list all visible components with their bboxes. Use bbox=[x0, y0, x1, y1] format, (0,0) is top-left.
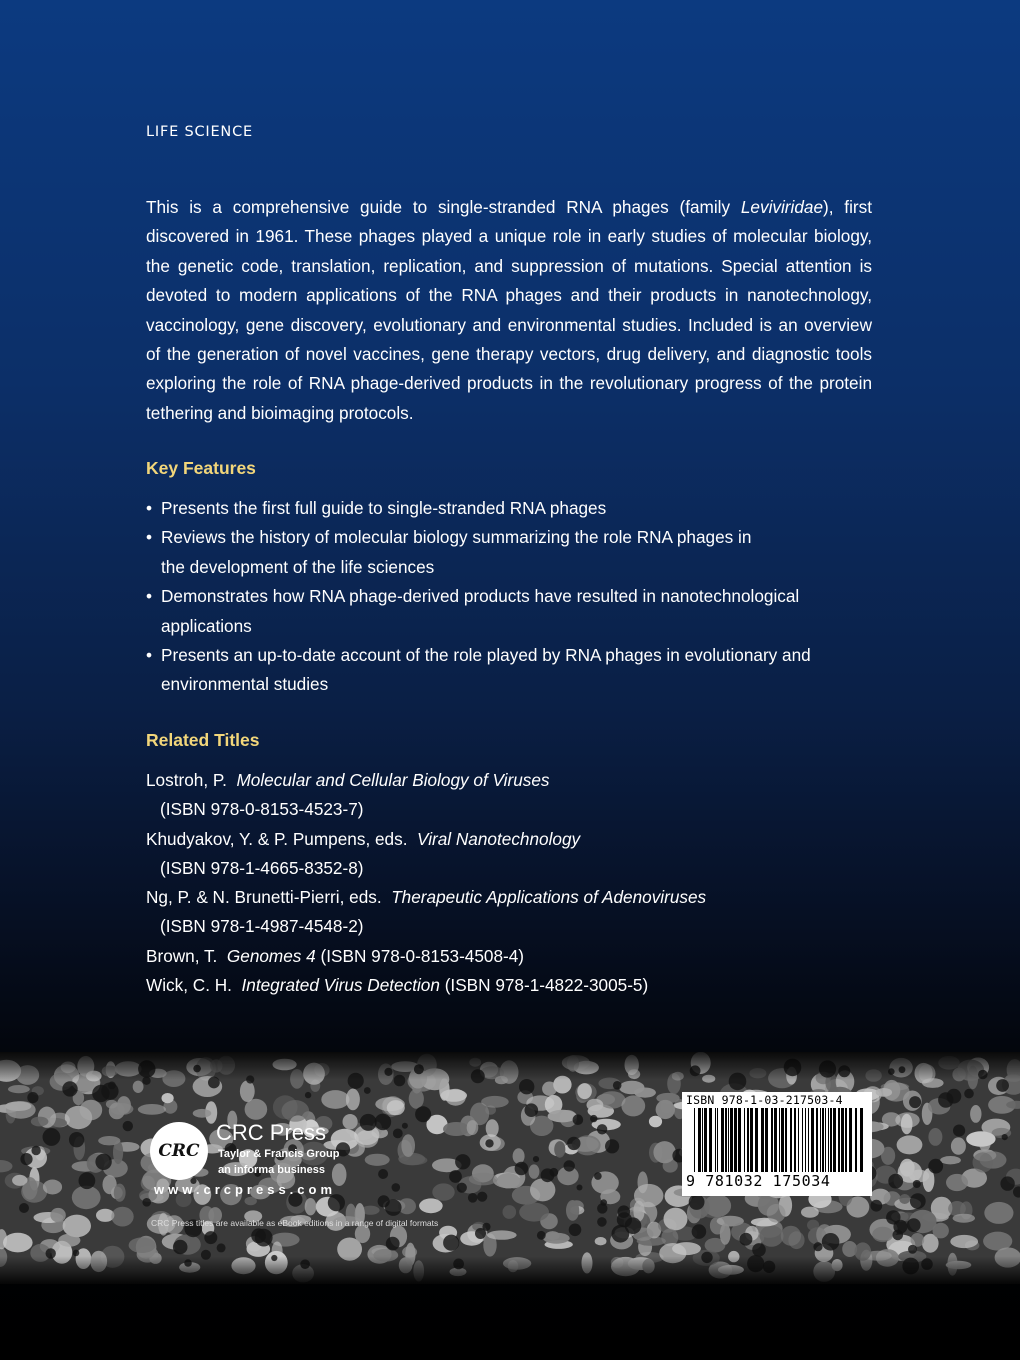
barcode-bar bbox=[841, 1108, 844, 1180]
barcode-bar bbox=[750, 1108, 753, 1180]
barcode-bar bbox=[704, 1108, 707, 1180]
barcode-bar bbox=[761, 1108, 764, 1180]
related-book-title: Integrated Virus Detection bbox=[241, 975, 440, 996]
barcode-bar bbox=[715, 1108, 716, 1180]
related-isbn: (ISBN 978-0-8153-4508-4) bbox=[320, 945, 525, 966]
barcode-bar bbox=[845, 1108, 847, 1180]
barcode-bar bbox=[798, 1108, 799, 1180]
bullet-icon: • bbox=[146, 586, 153, 607]
bullet-icon: • bbox=[146, 527, 153, 548]
barcode-bar bbox=[717, 1108, 718, 1180]
barcode-bar bbox=[790, 1108, 792, 1180]
barcode-bar bbox=[830, 1108, 832, 1180]
barcode-bar bbox=[755, 1108, 758, 1180]
barcode-bar bbox=[794, 1108, 796, 1180]
publisher-logo bbox=[150, 1118, 450, 1208]
barcode-bar bbox=[738, 1108, 741, 1180]
key-features-heading: Key Features bbox=[146, 458, 256, 478]
publisher-group: Taylor & Francis Group bbox=[218, 1148, 340, 1160]
description-paragraph bbox=[146, 193, 872, 428]
related-author: Khudyakov, Y. & P. Pumpens, eds. bbox=[146, 828, 408, 849]
feature-text: Presents the first full guide to single-stranded RNA phages bbox=[161, 498, 607, 518]
related-book-title: Genomes 4 bbox=[226, 945, 316, 966]
barcode-bar bbox=[779, 1108, 780, 1180]
feature-text: Demonstrates how RNA phage-derived products have resulted in nanotechnological applications bbox=[161, 586, 800, 636]
related-author: Wick, C. H. bbox=[146, 975, 232, 996]
bullet-icon: • bbox=[146, 498, 153, 518]
barcode-bar bbox=[744, 1108, 745, 1180]
description-part-2: ), first discovered in 1961. These phages played a unique role in early studies of molecular biology, the genetic code, translation, replication, and suppression of mutations. Special attention is devoted to modern applications of the RNA phages and their products in nanotechnology, vaccinology, gene discovery, evolutionary and environmental studies. Included is an overview of the generation of novel vaccines, gene therapy vectors, drug delivery, and diagnostic tools exploring the role of RNA phage-derived products in the revolutionary progress of the protein tethering and bioimaging protocols. bbox=[146, 197, 872, 423]
barcode-bars bbox=[686, 1108, 868, 1180]
related-isbn: (ISBN 978-1-4665-8352-8) bbox=[160, 857, 364, 878]
publisher-url: www.crcpress.com bbox=[154, 1182, 337, 1197]
ean-number: 9 781032 175034 bbox=[686, 1172, 868, 1190]
related-isbn: (ISBN 978-1-4987-4548-2) bbox=[160, 916, 364, 937]
barcode-bar bbox=[838, 1108, 840, 1180]
bullet-icon: • bbox=[146, 645, 153, 666]
barcode-bar bbox=[702, 1108, 703, 1180]
description-part-1: This is a comprehensive guide to single-stranded RNA phages (family bbox=[146, 197, 741, 217]
barcode-bar bbox=[849, 1108, 852, 1180]
barcode-bar bbox=[822, 1108, 824, 1180]
related-title-item bbox=[146, 766, 906, 795]
related-title-item bbox=[146, 883, 906, 912]
related-author: Ng, P. & N. Brunetti-Pierri, eds. bbox=[146, 887, 382, 908]
barcode-bar bbox=[833, 1108, 836, 1180]
barcode-bar bbox=[828, 1108, 829, 1180]
related-title-item bbox=[146, 971, 906, 1000]
barcode-bar bbox=[728, 1108, 729, 1180]
related-author: Brown, T. bbox=[146, 945, 218, 966]
barcode-bar bbox=[730, 1108, 733, 1180]
barcode-bar bbox=[805, 1108, 806, 1180]
feature-item bbox=[146, 523, 872, 582]
related-titles-heading: Related Titles bbox=[146, 730, 260, 750]
publisher-informa: an informa business bbox=[218, 1164, 325, 1176]
barcode-bar bbox=[698, 1108, 701, 1180]
ebook-note: CRC Press titles are available as eBook editions in a range of digital formats bbox=[151, 1218, 439, 1228]
isbn-barcode bbox=[682, 1092, 872, 1196]
barcode-bar bbox=[808, 1108, 809, 1180]
barcode-bar bbox=[860, 1108, 863, 1180]
barcode-bar bbox=[747, 1108, 749, 1180]
feature-item bbox=[146, 494, 872, 523]
related-book-title: Viral Nanotechnology bbox=[417, 828, 581, 849]
barcode-bar bbox=[785, 1108, 787, 1180]
barcode-bar bbox=[855, 1108, 857, 1180]
category-label: LIFE SCIENCE bbox=[146, 124, 253, 140]
related-isbn: (ISBN 978-1-4822-3005-5) bbox=[444, 975, 649, 996]
family-name: Leviviridae bbox=[740, 197, 824, 217]
barcode-bar bbox=[802, 1108, 803, 1180]
barcode-bar bbox=[721, 1108, 724, 1180]
feature-item bbox=[146, 641, 872, 700]
barcode-bar bbox=[709, 1108, 712, 1180]
related-isbn: (ISBN 978-0-8153-4523-7) bbox=[160, 799, 364, 820]
barcode-bar bbox=[811, 1108, 814, 1180]
related-titles-list bbox=[146, 766, 906, 1000]
feature-text: Reviews the history of molecular biology summarizing the role RNA phages in the development of the life sciences bbox=[161, 527, 752, 577]
barcode-bar bbox=[816, 1108, 818, 1180]
feature-text: Presents an up-to-date account of the role played by RNA phages in evolutionary and environmental studies bbox=[161, 645, 811, 695]
crc-logo-icon: CRC bbox=[150, 1122, 208, 1180]
related-author: Lostroh, P. bbox=[146, 770, 227, 790]
barcode-bar bbox=[820, 1108, 821, 1180]
related-book-title: Molecular and Cellular Biology of Viruses bbox=[236, 770, 550, 790]
barcode-bar bbox=[734, 1108, 737, 1180]
barcode-bar bbox=[725, 1108, 727, 1180]
key-features-list bbox=[146, 494, 872, 700]
related-title-item bbox=[146, 825, 906, 854]
related-book-title: Therapeutic Applications of Adenoviruses bbox=[391, 887, 707, 908]
barcode-bar bbox=[694, 1108, 695, 1180]
isbn-label: ISBN 978-1-03-217503-4 bbox=[686, 1093, 843, 1107]
barcode-bar bbox=[781, 1108, 784, 1180]
publisher-name: CRC Press bbox=[216, 1120, 327, 1145]
barcode-bar bbox=[765, 1108, 768, 1180]
barcode-bar bbox=[774, 1108, 777, 1180]
barcode-bar bbox=[771, 1108, 773, 1180]
related-title-item bbox=[146, 942, 906, 971]
feature-item bbox=[146, 582, 872, 641]
barcode-bar bbox=[825, 1108, 826, 1180]
